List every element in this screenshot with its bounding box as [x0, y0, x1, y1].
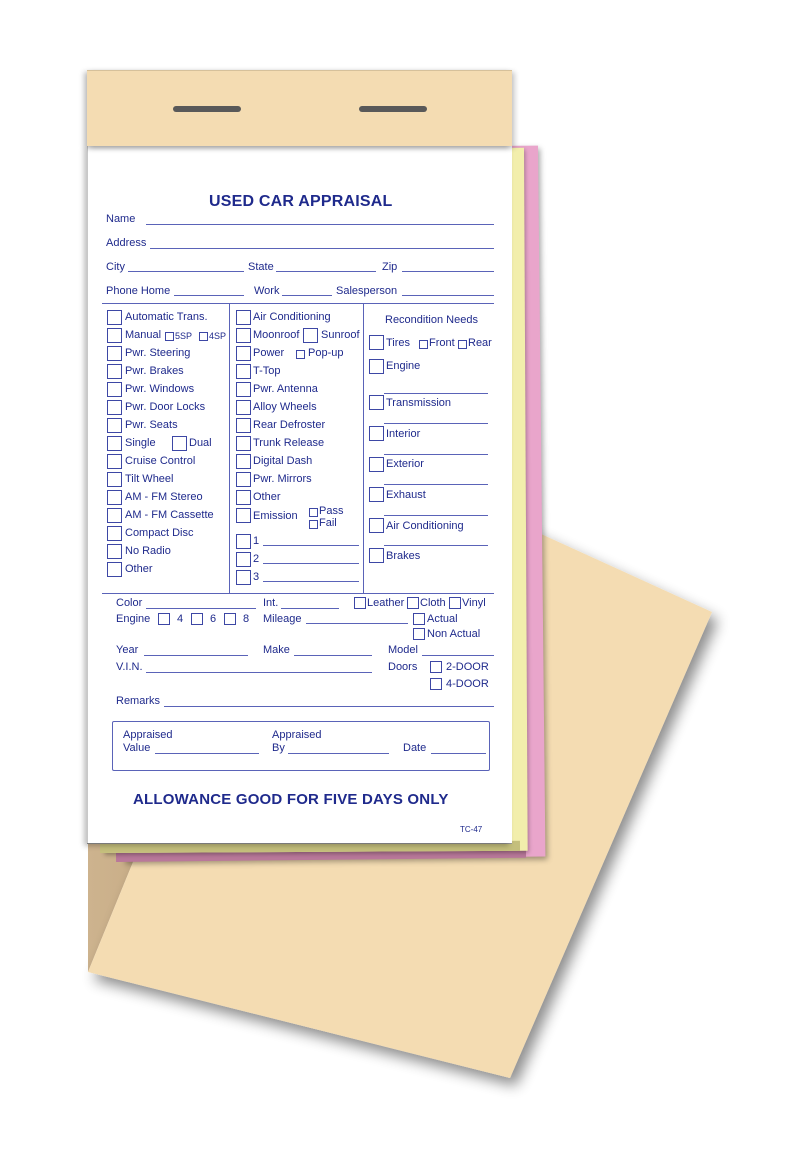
checkbox-custom-1[interactable]: [236, 534, 251, 549]
pad-binding-strip: [87, 70, 512, 146]
label-emission-pass: Pass: [319, 505, 344, 517]
checkbox-mileage-non-actual[interactable]: [413, 628, 425, 640]
label-air-conditioning: Air Conditioning: [253, 311, 331, 323]
exterior-field[interactable]: [384, 484, 488, 485]
model-label: Model: [388, 644, 418, 656]
label-alloy-wheels: Alloy Wheels: [253, 401, 317, 413]
checkbox-pop-up[interactable]: [296, 350, 305, 359]
label-air-conditioning-recon: Air Conditioning: [386, 520, 464, 532]
label-vinyl: Vinyl: [462, 597, 486, 609]
exhaust-field[interactable]: [384, 515, 488, 516]
checkbox-exterior[interactable]: [369, 457, 384, 472]
checkbox-4sp[interactable]: [199, 332, 208, 341]
zip-label: Zip: [382, 261, 398, 273]
checkbox-digital-dash[interactable]: [236, 454, 251, 469]
air-conditioning-recon-field[interactable]: [384, 545, 488, 546]
checkbox-engine-recon[interactable]: [369, 359, 384, 374]
label-emission-fail: Fail: [319, 517, 337, 529]
checkbox-pwr-steering[interactable]: [107, 346, 122, 361]
date-label: Date: [403, 742, 427, 754]
divider-top: [102, 303, 494, 304]
interior-field[interactable]: [384, 454, 488, 455]
checkbox-engine-4[interactable]: [158, 613, 170, 625]
label-engine-recon: Engine: [386, 360, 421, 372]
checkbox-no-radio[interactable]: [107, 544, 122, 559]
appraised-value-label-2: Value: [123, 742, 151, 754]
label-tires-rear: Rear: [468, 337, 492, 349]
label-moonroof: Moonroof: [253, 329, 300, 341]
label-am-fm-stereo: AM - FM Stereo: [125, 491, 203, 503]
appraised-by-label-2: By: [272, 742, 285, 754]
checkbox-pwr-brakes[interactable]: [107, 364, 122, 379]
label-t-top: T-Top: [253, 365, 281, 377]
label-pwr-steering: Pwr. Steering: [125, 347, 191, 359]
label-exterior: Exterior: [386, 458, 424, 470]
remarks-label: Remarks: [116, 695, 161, 707]
checkbox-moonroof[interactable]: [236, 328, 251, 343]
label-other-2: Other: [253, 491, 281, 503]
appraisal-form-page: [87, 145, 512, 843]
label-other-1: Other: [125, 563, 153, 575]
int-field[interactable]: [281, 608, 339, 609]
checkbox-automatic-trans[interactable]: [107, 310, 122, 325]
vin-label: V.I.N.: [116, 661, 143, 673]
checkbox-mileage-actual[interactable]: [413, 613, 425, 625]
checkbox-vinyl[interactable]: [449, 597, 461, 609]
checkbox-cruise-control[interactable]: [107, 454, 122, 469]
salesperson-field[interactable]: [402, 295, 494, 296]
label-pwr-windows: Pwr. Windows: [125, 383, 195, 395]
label-sunroof: Sunroof: [321, 329, 360, 341]
label-single: Single: [125, 437, 156, 449]
salesperson-label: Salesperson: [336, 285, 398, 297]
mileage-field[interactable]: [306, 623, 408, 624]
checkbox-pwr-antenna[interactable]: [236, 382, 251, 397]
make-label: Make: [263, 644, 290, 656]
transmission-field[interactable]: [384, 423, 488, 424]
label-engine-4: 4: [177, 613, 184, 625]
make-field[interactable]: [294, 655, 372, 656]
label-automatic-trans: Automatic Trans.: [125, 311, 208, 323]
label-pwr-door-locks: Pwr. Door Locks: [125, 401, 206, 413]
label-2-door: 2-DOOR: [446, 661, 489, 673]
label-tires: Tires: [386, 337, 411, 349]
year-field[interactable]: [144, 655, 248, 656]
checkbox-dual[interactable]: [172, 436, 187, 451]
phone-home-field[interactable]: [174, 295, 244, 296]
checkbox-emission-fail[interactable]: [309, 520, 318, 529]
appraised-value-field[interactable]: [155, 753, 259, 754]
label-custom-1: 1: [253, 535, 260, 547]
checkbox-trunk-release[interactable]: [236, 436, 251, 451]
label-no-radio: No Radio: [125, 545, 171, 557]
label-am-fm-cassette: AM - FM Cassette: [125, 509, 214, 521]
label-4sp: 4SP: [209, 331, 227, 341]
state-field[interactable]: [276, 271, 376, 272]
binding-slot-left: [173, 106, 241, 112]
checkbox-tires-front[interactable]: [419, 340, 428, 349]
city-field[interactable]: [128, 271, 244, 272]
doors-label: Doors: [388, 661, 418, 673]
phone-home-label: Phone Home: [106, 285, 171, 297]
checkbox-2-door[interactable]: [430, 661, 442, 673]
label-compact-disc: Compact Disc: [125, 527, 194, 539]
label-pwr-brakes: Pwr. Brakes: [125, 365, 184, 377]
checkbox-5sp[interactable]: [165, 332, 174, 341]
checkbox-tires-rear[interactable]: [458, 340, 467, 349]
checkbox-compact-disc[interactable]: [107, 526, 122, 541]
checkbox-custom-2[interactable]: [236, 552, 251, 567]
color-label: Color: [116, 597, 143, 609]
label-5sp: 5SP: [175, 331, 193, 341]
label-mileage-non-actual: Non Actual: [427, 628, 481, 640]
label-pwr-antenna: Pwr. Antenna: [253, 383, 318, 395]
column-divider-2: [363, 303, 364, 593]
checkbox-emission[interactable]: [236, 508, 251, 523]
label-cloth: Cloth: [420, 597, 446, 609]
checkbox-pwr-mirrors[interactable]: [236, 472, 251, 487]
label-custom-3: 3: [253, 571, 260, 583]
address-label: Address: [106, 237, 147, 249]
checkbox-tires[interactable]: [369, 335, 384, 350]
label-exhaust: Exhaust: [386, 489, 426, 501]
label-cruise-control: Cruise Control: [125, 455, 196, 467]
remarks-field[interactable]: [164, 706, 494, 707]
checkbox-cloth[interactable]: [407, 597, 419, 609]
label-transmission: Transmission: [386, 397, 451, 409]
checkbox-air-conditioning-recon[interactable]: [369, 518, 384, 533]
zip-field[interactable]: [402, 271, 494, 272]
checkbox-pwr-windows[interactable]: [107, 382, 122, 397]
checkbox-4-door[interactable]: [430, 678, 442, 690]
checkbox-manual[interactable]: [107, 328, 122, 343]
appraised-by-field[interactable]: [288, 753, 389, 754]
label-mileage-actual: Actual: [427, 613, 458, 625]
label-digital-dash: Digital Dash: [253, 455, 313, 467]
recondition-heading: Recondition Needs: [385, 314, 478, 326]
divider-bottom: [102, 593, 494, 594]
vin-field[interactable]: [146, 672, 372, 673]
checkbox-air-conditioning[interactable]: [236, 310, 251, 325]
binding-slot-right: [359, 106, 427, 112]
checkbox-interior[interactable]: [369, 426, 384, 441]
model-field[interactable]: [422, 655, 494, 656]
label-4-door: 4-DOOR: [446, 678, 489, 690]
checkbox-other-1[interactable]: [107, 562, 122, 577]
engine-label: Engine: [116, 613, 151, 625]
date-field[interactable]: [431, 753, 486, 754]
checkbox-power[interactable]: [236, 346, 251, 361]
appraisal-box: [112, 721, 490, 771]
engine-recon-field[interactable]: [384, 393, 488, 394]
checkbox-am-fm-cassette[interactable]: [107, 508, 122, 523]
work-label: Work: [254, 285, 280, 297]
checkbox-emission-pass[interactable]: [309, 508, 318, 517]
form-title: USED CAR APPRAISAL: [209, 193, 393, 210]
form-code: TC-47: [460, 825, 483, 834]
checkbox-alloy-wheels[interactable]: [236, 400, 251, 415]
checkbox-t-top[interactable]: [236, 364, 251, 379]
checkbox-single[interactable]: [107, 436, 122, 451]
label-tilt-wheel: Tilt Wheel: [125, 473, 174, 485]
color-field[interactable]: [146, 608, 256, 609]
city-label: City: [106, 261, 125, 273]
label-pwr-mirrors: Pwr. Mirrors: [253, 473, 312, 485]
checkbox-rear-defroster[interactable]: [236, 418, 251, 433]
column-divider-1: [229, 303, 230, 593]
label-tires-front: Front: [429, 337, 455, 349]
label-emission: Emission: [253, 510, 298, 522]
label-trunk-release: Trunk Release: [253, 437, 325, 449]
checkbox-am-fm-stereo[interactable]: [107, 490, 122, 505]
custom-3-field[interactable]: [263, 581, 359, 582]
checkbox-brakes[interactable]: [369, 548, 384, 563]
year-label: Year: [116, 644, 139, 656]
name-field[interactable]: [146, 224, 494, 225]
label-dual: Dual: [189, 437, 212, 449]
label-leather: Leather: [367, 597, 405, 609]
label-power: Power: [253, 347, 285, 359]
label-interior: Interior: [386, 428, 421, 440]
label-manual: Manual: [125, 329, 162, 341]
label-engine-6: 6: [210, 613, 217, 625]
checkbox-transmission[interactable]: [369, 395, 384, 410]
checkbox-engine-8[interactable]: [224, 613, 236, 625]
appraised-by-label-1: Appraised: [272, 729, 322, 741]
label-engine-8: 8: [243, 613, 250, 625]
checkbox-pwr-door-locks[interactable]: [107, 400, 122, 415]
label-pwr-seats: Pwr. Seats: [125, 419, 178, 431]
label-rear-defroster: Rear Defroster: [253, 419, 326, 431]
checkbox-engine-6[interactable]: [191, 613, 203, 625]
mileage-label: Mileage: [263, 613, 302, 625]
checkbox-custom-3[interactable]: [236, 570, 251, 585]
label-pop-up: Pop-up: [308, 347, 344, 359]
checkbox-tilt-wheel[interactable]: [107, 472, 122, 487]
allowance-notice: ALLOWANCE GOOD FOR FIVE DAYS ONLY: [133, 791, 449, 808]
custom-1-field[interactable]: [263, 545, 359, 546]
label-custom-2: 2: [253, 553, 260, 565]
label-brakes: Brakes: [386, 550, 421, 562]
address-field[interactable]: [150, 248, 494, 249]
custom-2-field[interactable]: [263, 563, 359, 564]
appraised-value-label-1: Appraised: [123, 729, 173, 741]
checkbox-sunroof[interactable]: [303, 328, 318, 343]
work-phone-field[interactable]: [282, 295, 332, 296]
int-label: Int.: [263, 597, 279, 609]
checkbox-other-2[interactable]: [236, 490, 251, 505]
name-label: Name: [106, 213, 136, 225]
checkbox-exhaust[interactable]: [369, 487, 384, 502]
checkbox-pwr-seats[interactable]: [107, 418, 122, 433]
checkbox-leather[interactable]: [354, 597, 366, 609]
state-label: State: [248, 261, 274, 273]
